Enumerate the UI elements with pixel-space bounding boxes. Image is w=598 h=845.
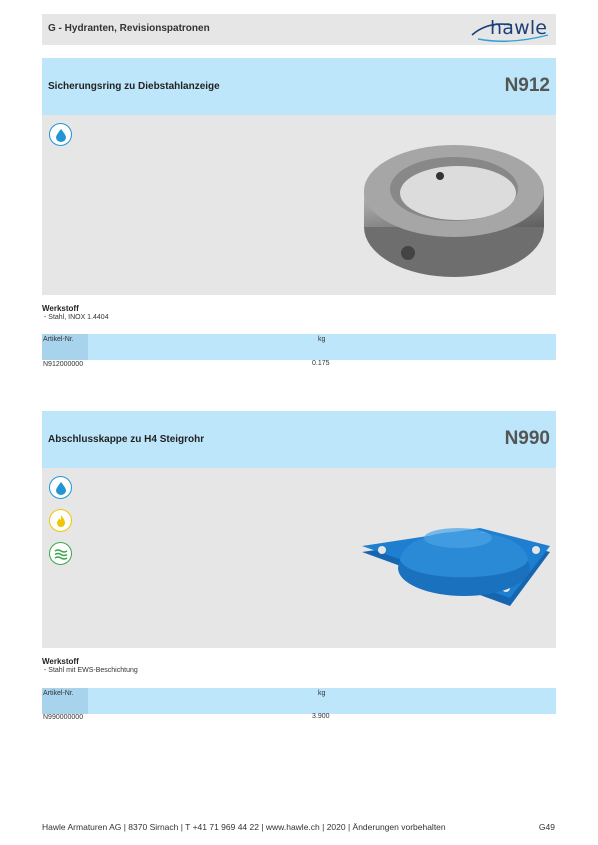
material-value: - Stahl, INOX 1.4404 <box>44 314 109 321</box>
article-number: N990000000 <box>43 714 84 721</box>
product-header <box>42 411 556 468</box>
article-weight: 0.175 <box>312 360 330 367</box>
waves-icon <box>49 542 72 565</box>
material-value: - Stahl mit EWS-Beschichtung <box>44 667 138 674</box>
product-name: Abschlusskappe zu H4 Steigrohr <box>48 434 205 445</box>
logo-text: hawle <box>490 17 548 39</box>
article-weight: 3.900 <box>312 713 330 720</box>
page-header <box>42 14 556 45</box>
article-column-header: Artikel-Nr. <box>42 334 88 360</box>
product-body <box>42 115 556 295</box>
water-drop-icon <box>49 476 72 499</box>
page-number: G49 <box>538 822 555 832</box>
product-code: N912 <box>504 75 550 96</box>
material-label: Werkstoff <box>42 657 79 666</box>
material-label: Werkstoff <box>42 304 79 313</box>
article-number: N912000000 <box>43 361 84 368</box>
product-n912 <box>42 58 556 328</box>
product-n990 <box>42 411 556 681</box>
flame-icon <box>49 509 72 532</box>
product-body <box>42 468 556 648</box>
page-footer: Hawle Armaturen AG | 8370 Sirnach | T +41 71 969 44 22 | www.hawle.ch | 2020 | Änderungen vorbehalten <box>42 822 446 832</box>
section-title: G - Hydranten, Revisionspatronen <box>48 23 210 34</box>
product-code: N990 <box>504 428 550 449</box>
ring-image <box>360 143 550 286</box>
article-table-header <box>42 688 556 714</box>
cap-image <box>360 512 556 619</box>
kg-column-header: kg <box>318 336 326 343</box>
water-drop-icon <box>49 123 72 146</box>
hawle-logo <box>468 15 552 43</box>
kg-column-header: kg <box>318 690 326 697</box>
article-table-header <box>42 334 556 360</box>
article-column-header: Artikel-Nr. <box>42 688 88 714</box>
product-header <box>42 58 556 115</box>
product-name: Sicherungsring zu Diebstahlanzeige <box>48 81 220 92</box>
